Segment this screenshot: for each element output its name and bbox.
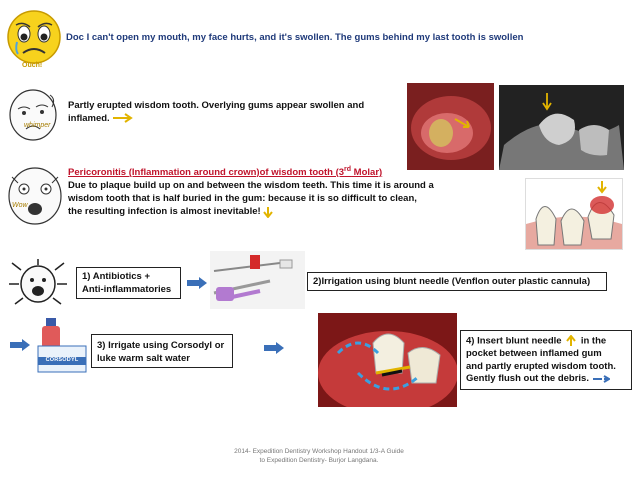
- corsodyl-line1: 3) Irrigate using Corsodyl or: [97, 340, 225, 351]
- pericoronitis-block: [68, 163, 518, 218]
- venflon-cannula-image: [210, 251, 305, 309]
- patient-complaint: Doc I can't open my mouth, my face hurts, and it's swollen. The gums behind my last tooth is swollen: [66, 32, 524, 43]
- ouch-label: Ouch!: [22, 62, 43, 69]
- antibiotics-box: [76, 267, 181, 299]
- insert-needle-line4: Gently flush out the debris.: [466, 373, 589, 385]
- erupted-tooth-description: [68, 99, 403, 125]
- corsodyl-box: [91, 334, 233, 368]
- insert-needle-box: [460, 330, 632, 390]
- insert-needle-line3: and partly erupted wisdom tooth.: [466, 360, 616, 372]
- erupted-tooth-line1: Partly erupted wisdom tooth. Overlying gums appear swollen and: [68, 100, 365, 111]
- mouth-photo: [407, 83, 494, 170]
- pericoronitis-line3: the resulting infection is almost inevitable!: [68, 206, 261, 218]
- arrow-right-icon: [263, 341, 285, 355]
- arrow-right-icon: [592, 375, 610, 383]
- erupted-tooth-line2: inflamed.: [68, 113, 110, 124]
- arrow-up-icon: [566, 335, 576, 347]
- arrow-right-icon: [112, 113, 134, 123]
- irrigation-mouth-photo: [318, 313, 457, 407]
- xray-image: [499, 85, 624, 170]
- arrow-right-icon: [9, 338, 31, 352]
- tooth-diagram-image: [525, 178, 623, 250]
- footer-credit: [0, 447, 638, 465]
- pericoronitis-line1: Due to plaque build up on and between the wisdom teeth. This time it is around a: [68, 180, 434, 192]
- pericoronitis-title: Pericoronitis (Inflammation around crown)of wisdom tooth (3rd Molar): [68, 166, 383, 179]
- corsodyl-line2: luke warm salt water: [97, 352, 190, 364]
- irrigation-box: 2)Irrigation using blunt needle (Venflon outer plastic cannula): [307, 272, 607, 291]
- corsodyl-bottle-image: [36, 316, 88, 374]
- insert-needle-line1: 4) Insert blunt needle in the: [466, 335, 607, 347]
- wow-label: Wow: [12, 202, 28, 209]
- antibiotics-line1: 1) Antibiotics +: [82, 271, 151, 282]
- antibiotics-line2: Anti-inflammatories: [82, 283, 172, 295]
- insert-needle-line2: pocket between inflamed gum: [466, 348, 602, 360]
- pericoronitis-line2: wisdom tooth that is half buried in the gum: because it is so difficult to clean,: [68, 193, 417, 205]
- arrow-right-icon: [186, 276, 208, 290]
- anxious-face-icon: [6, 85, 60, 143]
- footer-line1: 2014- Expedition Dentistry Workshop Handout 1/3-A Guide: [234, 448, 404, 455]
- footer-line2: to Expedition Dentistry- Burjor Langdana.: [259, 457, 379, 464]
- shouting-face-icon: [7, 258, 69, 308]
- corsodyl-brand-label: CORSODYL: [45, 357, 79, 363]
- whimper-label: whimper: [24, 122, 51, 129]
- arrow-down-icon: [263, 206, 273, 218]
- shocked-face-icon: [4, 163, 66, 227]
